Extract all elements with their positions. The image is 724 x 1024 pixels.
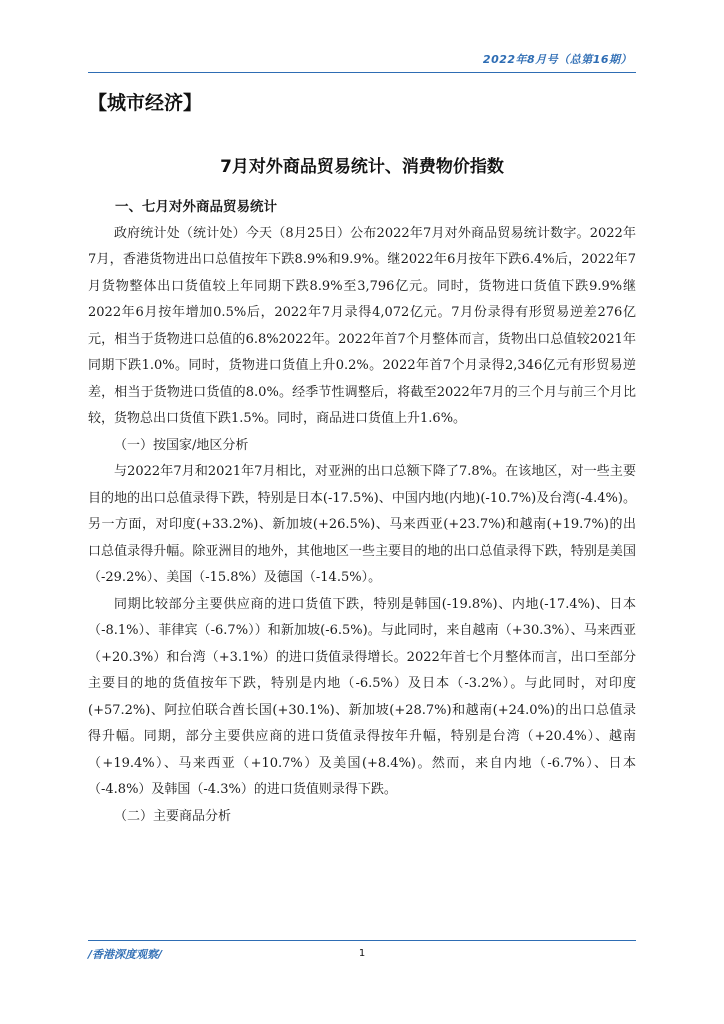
section-tag: 【城市经济】 [88,92,203,114]
footer-brand: /香港深度观察/ [88,948,163,961]
subsection-heading-region: （一）按国家/地区分析 [114,437,249,453]
paragraph-imports-region: 同期比较部分主要供应商的进口货值下跌，特别是韩国(-19.8%)、内地(-17.4%)、日本（-8.1%）、菲律宾（-6.7%））和新加坡(-6.5%)。与此同时，来自越南（+30.3%）、马来西亚（+20.3%）和台湾（+3.1%）的进口货值录得增长。2022年首七个月整体而言，出口至部分主要目的地的货值按年下跌，特别是内地（-6.5%）及日本（-3.2%）。与此同时，对印度(+57.2%)、阿拉伯联合酋长国(+30.1%)、新加坡(+28.7%)和越南(+24.0%)的出口总值录得升幅。同期，部分主要供应商的进口货值录得按年升幅，特别是台湾（+20.4%）、越南（+19.4%）、马来西亚（+10.7%）及美国(+8.4%)。然而，来自内地（-6.7%）、日本（-4.8%）及韩国（-4.3%）的进口货值则录得下跌。 [88,596,636,797]
footer-divider [88,940,636,941]
issue-label: 2022年8月号（总第16期） [482,53,632,66]
article-title: 7月对外商品贸易统计、消费物价指数 [220,157,504,177]
header-divider [88,72,636,73]
article-body [88,194,636,830]
page-number: 1 [358,948,366,959]
paragraph-overview: 政府统计处（统计处）今天（8月25日）公布2022年7月对外商品贸易统计数字。2022年7月，香港货物进出口总值按年下跌8.9%和9.9%。继2022年6月按年下跌6.4%后，2022年7月货物整体出口货值较上年同期下跌8.9%至3,796亿元。同时，货物进口货值下跌9.9%继2022年6月按年增加0.5%后，2022年7月录得4,072亿元。7月份录得有形贸易逆差276亿元，相当于货物进口总值的6.8%2022年。2022年首7个月整体而言，货物出口总值较2021年同期下跌1.0%。同时，货物进口货值上升0.2%。2022年首7个月录得2,346亿元有形贸易逆差，相当于货物进口货值的8.0%。经季节性调整后，将截至2022年7月的三个月与前三个月比较，货物总出口货值下跌1.5%。同时，商品进口货值上升1.6%。 [88,225,636,426]
section-heading: 一、七月对外商品贸易统计 [115,199,277,215]
paragraph-exports-region: 与2022年7月和2021年7月相比，对亚洲的出口总额下降了7.8%。在该地区，对一些主要目的地的出口总值录得下跌，特别是日本(-17.5%)、中国内地(内地)(-10.7%)及台湾(-4.4%)。另一方面，对印度(+33.2%)、新加坡(+26.5%)、马来西亚(+23.7%)和越南(+19.7%)的出口总值录得升幅。除亚洲目的地外，其他地区一些主要目的地的出口总值录得下跌，特别是美国（-29.2%）、美国（-15.8%）及德国（-14.5%）。 [88,464,636,585]
subsection-heading-commodity: （二）主要商品分析 [114,808,232,824]
